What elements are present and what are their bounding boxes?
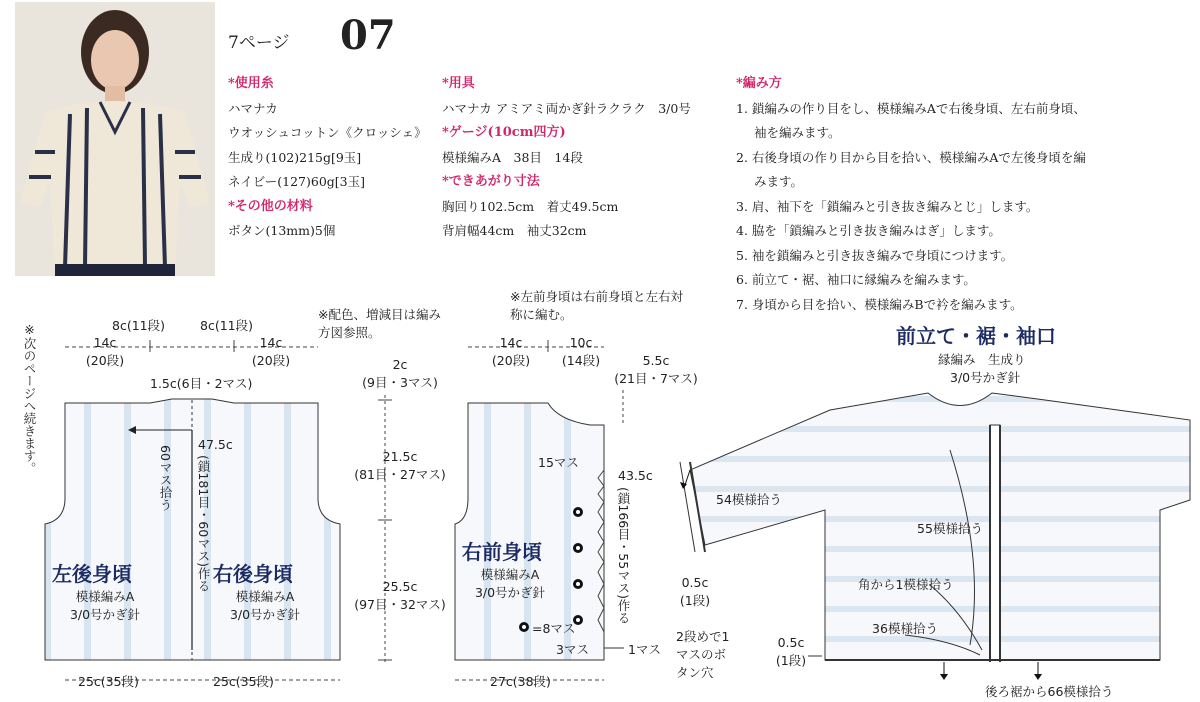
back-neck-right: 8c(11段) [200,318,253,333]
method-step: 3. 肩、袖下を「鎖編みと引き抜き編みとじ」します。 [736,198,1039,214]
sleeve-edge: 0.5c (1段) [679,575,711,608]
symmetric-note: ※左前身頃は右前身頃と左右対称に編む。 [510,289,683,322]
right-back-info: 模様編みA 3/0号かぎ針 [229,589,301,622]
back-bottom-left: 25c(35段) [78,674,139,689]
size-line: 背肩幅44cm 袖丈32cm [442,223,587,238]
front-top-left: 14c (20段) [491,335,531,368]
left-back-info: 模様編みA 3/0号かぎ針 [69,589,141,622]
edging-sub1: 縁編み 生成り [938,352,1026,367]
other-materials-title: *その他の材料 [228,198,313,214]
left-back-title: 左後身頃 [52,562,132,586]
button-legend: =8マス [532,621,576,636]
edging-title: 前立て・裾・袖口 [896,324,1056,348]
height-2: 21.5c (81目・27マス) [354,449,446,482]
pattern-number: 07 [340,12,396,59]
hem-edge: 0.5c (1段) [775,635,807,668]
front-1-square: 1マス [628,642,661,657]
method-step: 5. 袖を鎖編みと引き抜き編みで身頃につけます。 [736,247,1014,263]
method-step: 1. 鎖編みの作り目をし、模様編みAで右後身頃、左右前身頃、袖を編みます。 [736,100,1086,140]
back-neck-center: 1.5c(6目・2マス) [150,376,253,391]
back-shoulder-left: 14c (20段) [85,335,125,368]
yarn-line: 生成り(102)215g[9玉] [228,149,362,165]
yarn-line: ハマナカ [228,100,278,116]
back-shoulder-right: 14c (20段) [251,335,291,368]
back-center-chain: (鎖181目・60マス)作る [196,455,211,593]
height-1: 2c (9目・3マス) [362,357,438,390]
front-3-squares: 3マス [556,642,589,657]
front-neck: 5.5c (21目・7マス) [614,353,698,386]
yarn-line: ネイビー(127)60g[3玉] [228,174,365,189]
size-line: 胸回り102.5cm 着丈49.5cm [442,198,619,214]
front-side-chain: (鎖166目・55マス)作る [616,487,631,625]
front-side-length: 43.5c [618,468,653,483]
front-top-mid: 10c (14段) [561,335,601,368]
method-title: *編み方 [736,76,782,91]
method-step: 7. 身頃から目を拾い、模様編みBで衿を編みます。 [736,296,1023,312]
front-pickup: 55模様拾う [917,521,983,536]
other-materials-line: ボタン(13mm)5個 [228,223,336,238]
front-bottom: 27c(38段) [490,674,551,689]
back-hem-pickup: 後ろ裾から66模様拾う [985,684,1114,699]
method-step: 6. 前立て・裾、袖口に縁編みを編みます。 [736,272,976,287]
back-neck-left: 8c(11段) [112,318,165,333]
right-front-title: 右前身頃 [462,540,542,564]
back-pickup: 60マス拾う [158,445,173,511]
yarn-title: *使用糸 [228,76,274,91]
page-ref: 7ページ [228,33,290,53]
hem-pickup: 36模様拾う [872,621,938,636]
front-15-rows: 15マス [538,455,579,470]
yarn-line: ウオッシュコットン《クロッシェ》 [228,125,427,140]
method-step: 4. 脇を「鎖編みと引き抜き編みはぎ」します。 [736,223,1001,238]
back-bottom-right: 25c(35段) [213,674,274,689]
height-3: 25.5c (97目・32マス) [354,579,446,612]
color-note: ※配色、増減目は編み方図参照。 [318,307,441,340]
continue-note: ※次のページへ続きます。 [22,322,37,475]
gauge-title: *ゲージ(10cm四方) [442,125,566,140]
tools-title: *用具 [442,76,475,91]
sleeve-pickup: 54模様拾う [716,492,782,507]
tools-line: ハマナカ アミアミ両かぎ針ラクラク 3/0号 [442,100,691,116]
right-front-info: 模様編みA 3/0号かぎ針 [474,567,546,600]
method-step: 2. 右後身頃の作り目から目を拾い、模様編みAで左後身頃を編みます。 [736,149,1086,189]
edging-sub2: 3/0号かぎ針 [950,370,1021,385]
gauge-line: 模様編みA 38目 14段 [442,149,583,165]
buttonhole-note: 2段めで1マスのボタン穴 [676,629,730,680]
right-back-title: 右後身頃 [213,562,293,586]
corner-pickup: 角から1模様拾う [858,577,954,592]
back-center-length: 47.5c [198,437,233,452]
size-title: *できあがり寸法 [442,174,540,189]
